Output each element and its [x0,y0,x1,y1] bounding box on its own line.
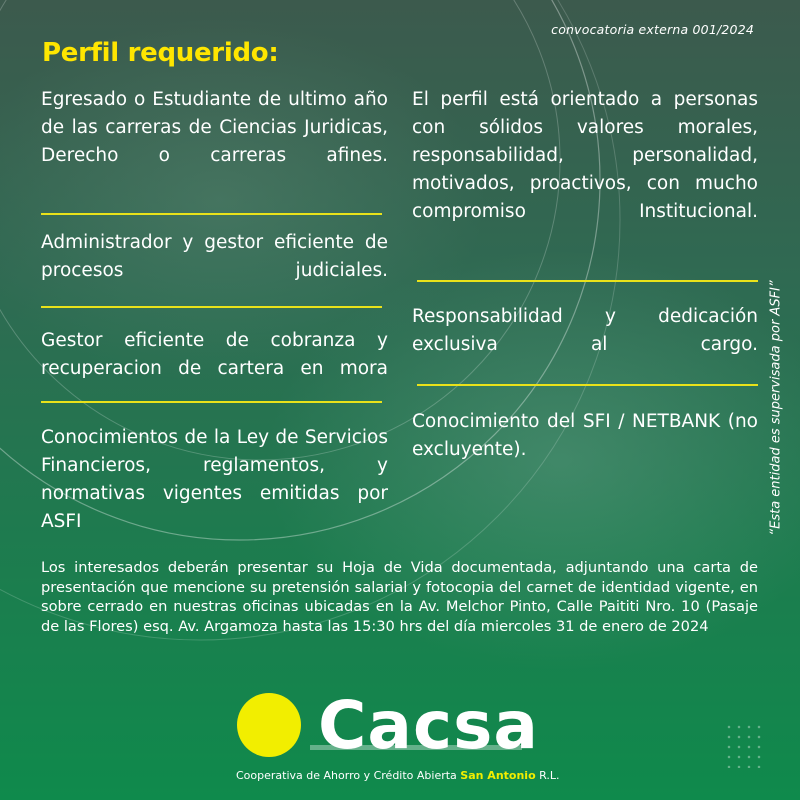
tagline-highlight: San Antonio [460,769,536,782]
divider [417,384,758,386]
divider [417,280,758,282]
logo-tagline [236,769,560,782]
logo-circle-icon [237,693,301,757]
call-reference: convocatoria externa 001/2024 [551,22,754,37]
requirement-item: Egresado o Estudiante de ultimo año de las carreras de Ciencias Juridicas, Derecho o carreras afines. [41,89,388,166]
requirement-item: El perfil está orientado a personas con sólidos valores morales, responsabilidad, personalidad, motivados, proactivos, con mucho compromiso Institucional. [412,89,758,222]
supervision-note-text: “Esta entidad es supervisada por ASFI” [768,280,784,536]
tagline-suffix: R.L. [535,769,560,782]
requirement-item: Gestor eficiente de cobranza y recuperacion de cartera en mora [41,330,388,379]
logo-underline [310,745,522,750]
tagline-prefix: Cooperativa de Ahorro y Crédito Abierta [236,769,461,782]
logo-wordmark: Cacsa [318,687,539,764]
divider [41,213,382,215]
requirement-item: Responsabilidad y dedicación exclusiva al cargo. [412,306,758,355]
requirement-item: Conocimientos de la Ley de Servicios Financieros, reglamentos, y normativas vigentes emitidas por ASFI [41,427,388,532]
requirement-item: Administrador y gestor eficiente de procesos judiciales. [41,232,388,281]
application-instructions: Los interesados deberán presentar su Hoja de Vida documentada, adjuntando una carta de presentación que mencione su pretensión salarial y fotocopia del carnet de identidad vigente, en sobre cerrado en nuestras oficinas ubicadas en la Av. Melchor Pinto, Calle Paititi Nro. 10 (Pasaje de las Flores) esq. Av. Argamoza hasta las 15:30 hrs del día miercoles 31 de enero de 2024 [41,559,758,635]
requirement-item: Conocimiento del SFI / NETBANK (no excluyente). [412,411,758,460]
page-title: Perfil requerido: [42,38,279,68]
divider [41,401,382,403]
decorative-dot-grid [724,722,766,768]
divider [41,306,382,308]
